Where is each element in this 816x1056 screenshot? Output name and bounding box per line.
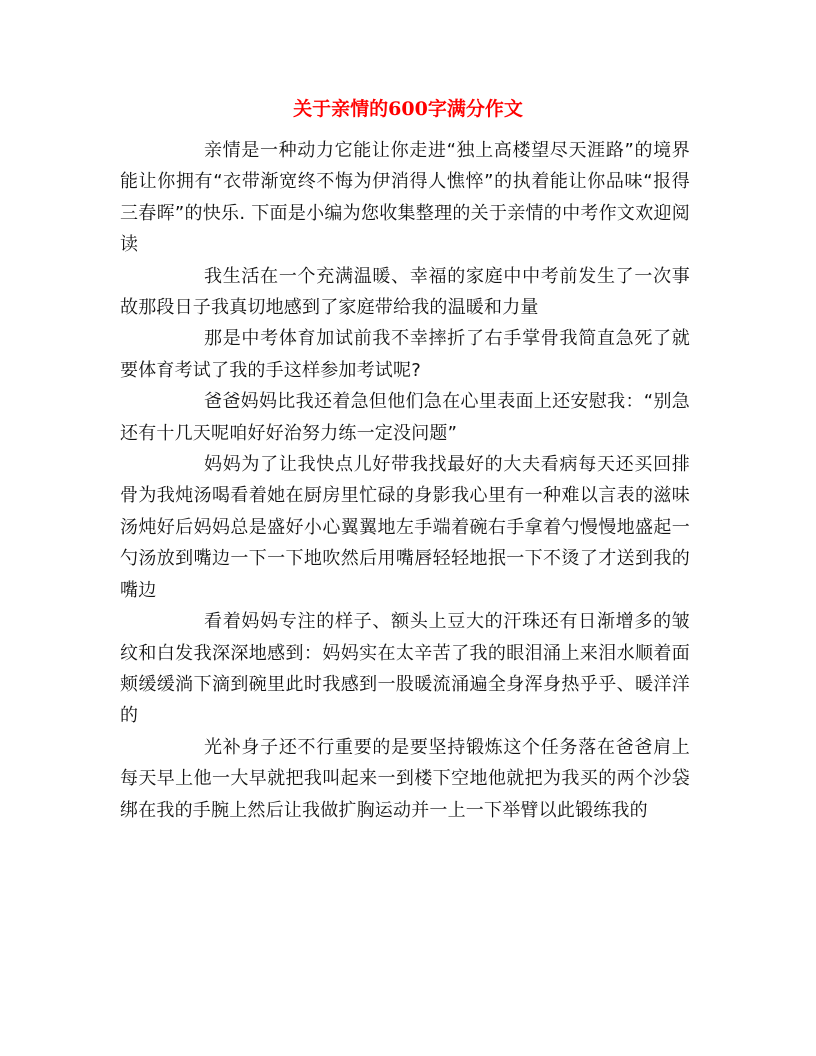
document-title: 关于亲情的600字满分作文 <box>293 98 523 120</box>
paragraph-5: 妈妈为了让我快点儿好带我找最好的大夫看病每天还买回排骨为我炖汤喝看着她在厨房里忙碌的身影我心里有一种难以言表的滋味汤炖好后妈妈总是盛好小心翼翼地左手端着碗右手拿着勺慢慢地盛起一勺汤放到嘴边一下一下地吹然后用嘴唇轻轻地抿一下不烫了才送到我的嘴边 <box>120 454 690 601</box>
document-body <box>120 135 690 826</box>
paragraph-6: 看着妈妈专注的样子、额头上豆大的汗珠还有日渐增多的皱纹和白发我深深地感到：妈妈实在太辛苦了我的眼泪涌上来泪水顺着面颊缓缓淌下滴到碗里此时我感到一股暖流涌遍全身浑身热乎乎、暖洋洋的 <box>120 611 690 727</box>
paragraph-1: 亲情是一种动力它能让你走进“独上高楼望尽天涯路”的境界能让你拥有“衣带渐宽终不悔为伊消得人憔悴”的执着能让你品味“报得三春晖”的快乐. 下面是小编为您收集整理的关于亲情的中考作文欢迎阅读 <box>120 140 690 256</box>
paragraph-2: 我生活在一个充满温暖、幸福的家庭中中考前发生了一次事故那段日子我真切地感到了家庭带给我的温暖和力量 <box>120 265 690 319</box>
paragraph-3: 那是中考体育加试前我不幸摔折了右手掌骨我简直急死了就要体育考试了我的手这样参加考试呢? <box>120 328 690 381</box>
paragraph-4: 爸爸妈妈比我还着急但他们急在心里表面上还安慰我：“别急还有十几天呢咱好好治努力练一定没问题” <box>120 391 690 444</box>
paragraph-7: 光补身子还不行重要的是要坚持锻炼这个任务落在爸爸肩上每天早上他一大早就把我叫起来一到楼下空地他就把为我买的两个沙袋绑在我的手腕上然后让我做扩胸运动并一上一下举臂以此锻练我的 <box>120 736 690 821</box>
